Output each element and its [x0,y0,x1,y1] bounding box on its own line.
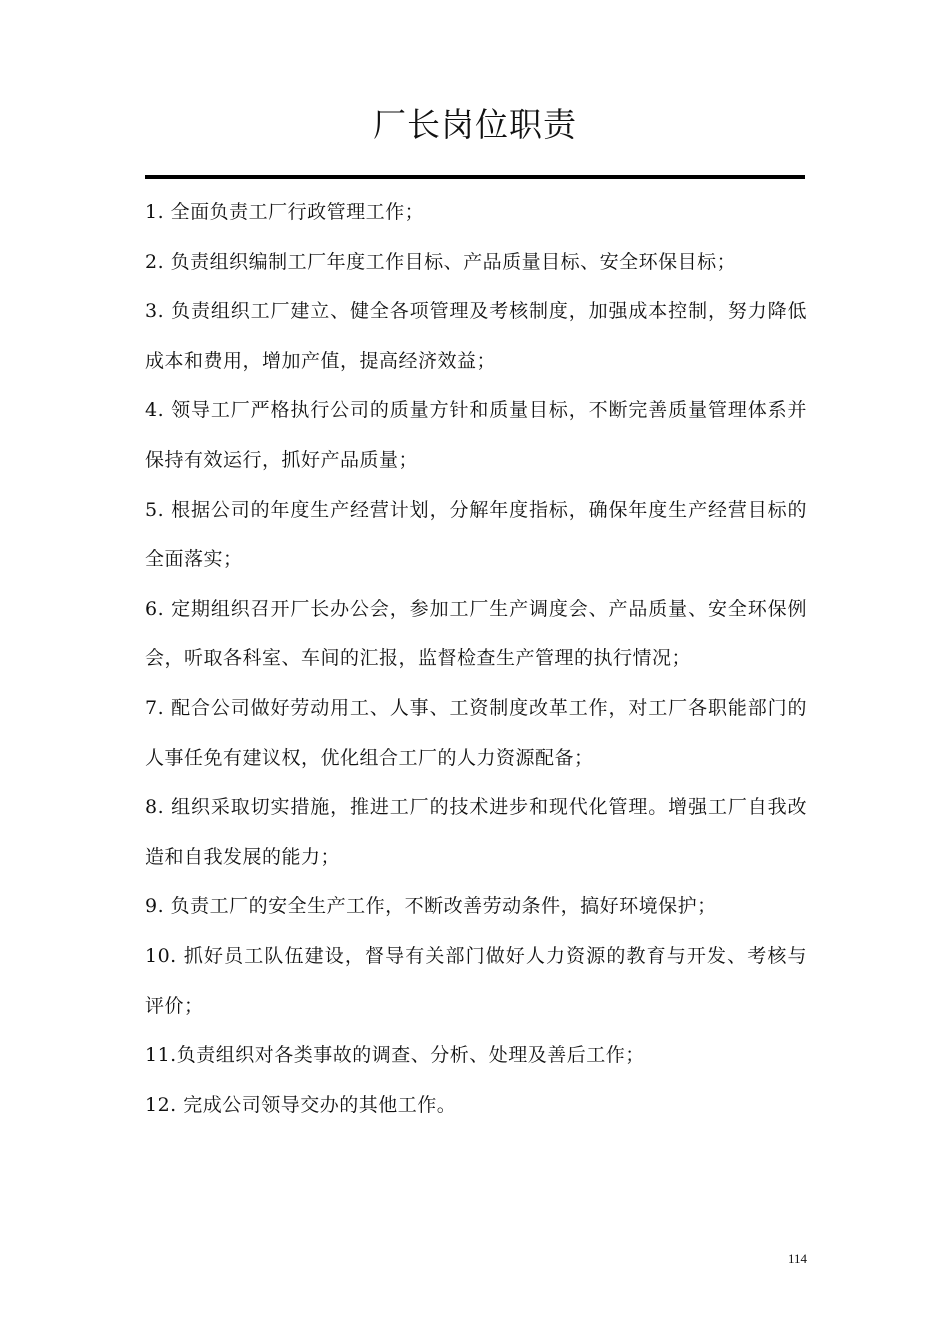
duty-item [145,486,807,585]
page-number: 114 [787,1251,807,1266]
duty-list [145,188,807,1130]
duty-number: 3. [145,300,172,323]
duty-number: 5. [145,498,172,521]
duty-text: 负责工厂的安全生产工作，不断改善劳动条件，搞好环境保护； [170,895,717,918]
duty-item [145,188,807,238]
duty-number: 1. [145,201,171,223]
duty-item [145,932,807,1031]
duty-number: 6. [145,597,172,620]
duty-text: 定期组织召开厂长办公会，参加工厂生产调度会、产品质量、安全环保例会，听取各科室、车间的汇报，监督检查生产管理的执行情况； [145,597,807,670]
duty-number: 2. [145,250,171,273]
duty-number: 11. [145,1044,177,1067]
duty-text: 全面负责工厂行政管理工作； [170,201,425,223]
duty-item [145,287,807,386]
duty-text: 负责组织对各类事故的调查、分析、处理及善后工作； [176,1044,645,1067]
duty-number: 7. [145,696,172,719]
duty-text: 根据公司的年度生产经营计划，分解年度指标，确保年度生产经营目标的全面落实； [145,498,807,571]
duty-number: 8. [145,796,172,819]
duty-text: 组织采取切实措施，推进工厂的技术进步和现代化管理。增强工厂自我改造和自我发展的能力； [145,796,807,868]
duty-number: 10. [145,944,184,967]
duty-text: 抓好员工队伍建设，督导有关部门做好人力资源的教育与开发、考核与评价； [145,944,807,1017]
duty-item [145,386,807,485]
duty-item [145,783,807,882]
duty-item [145,585,807,684]
duty-number: 4. [145,399,172,422]
duty-text: 负责组织工厂建立、健全各项管理及考核制度，加强成本控制，努力降低成本和费用，增加产值，提高经济效益； [145,300,807,372]
duty-text: 领导工厂严格执行公司的质量方针和质量目标，不断完善质量管理体系并保持有效运行，抓好产品质量； [145,399,807,471]
duty-item [145,238,807,288]
duty-text: 完成公司领导交办的其他工作。 [183,1093,457,1116]
duty-item [145,1031,807,1081]
duty-number: 9. [145,895,171,918]
duty-item [145,1081,807,1131]
duty-number: 12. [145,1093,184,1116]
duty-item [145,882,807,932]
duty-text: 负责组织编制工厂年度工作目标、产品质量目标、安全环保目标； [170,250,737,273]
title-divider [145,175,805,179]
page-title: 厂长岗位职责 [373,105,577,144]
duty-item [145,684,807,783]
duty-text: 配合公司做好劳动用工、人事、工资制度改革工作，对工厂各职能部门的人事任免有建议权，优化组合工厂的人力资源配备； [145,696,807,769]
